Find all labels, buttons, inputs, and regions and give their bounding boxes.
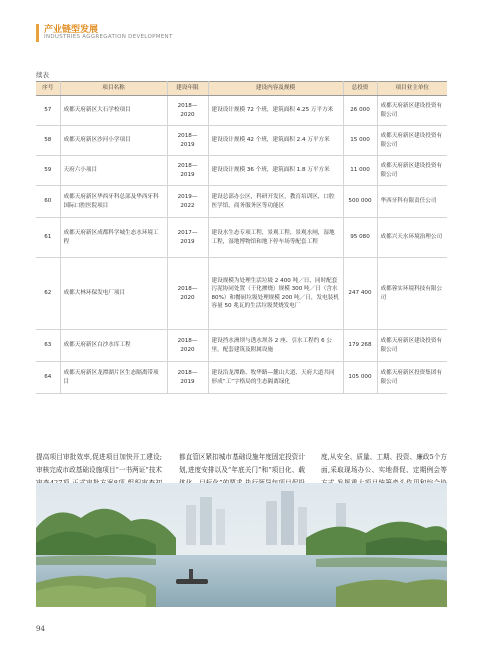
cell-years: 2018—2019: [167, 362, 208, 394]
col-header-content: 建设内容及规模: [208, 82, 343, 96]
page-number: 94: [36, 625, 45, 633]
cell-investment: 95 080: [343, 218, 377, 258]
cell-investment: 247 400: [343, 258, 377, 330]
running-header: [36, 20, 456, 60]
cell-investment: 15 000: [343, 126, 377, 156]
table-row: [36, 218, 447, 258]
section-title: 产业链型发展: [44, 25, 99, 35]
col-header-no: 序号: [36, 82, 60, 96]
cell-name: 成都天府新区大石学校项目: [60, 96, 167, 126]
cell-content: 建设总部办公区，科研开发区，教育培训区，口腔医学馆，商务服务区等功能区: [208, 186, 343, 218]
cell-no: 59: [36, 156, 60, 186]
col-header-owner: 项目业主单位: [377, 82, 447, 96]
cell-owner: 成都天府新区投资集团有限公司: [377, 362, 447, 394]
cell-no: 64: [36, 362, 60, 394]
cell-owner: 华西牙科有限责任公司: [377, 186, 447, 218]
col-header-name: 项目名称: [60, 82, 167, 96]
table-row: [36, 362, 447, 394]
cell-name: 成都天府新区华西牙科总部及华西牙科国际口腔医院项目: [60, 186, 167, 218]
cell-owner: 成都天府新区建设投资有限公司: [377, 156, 447, 186]
cell-content: 建设设计规模 42 个班，建筑面积 2.4 万平方米: [208, 126, 343, 156]
cell-content: 建设规模为处理生活垃圾 2 400 吨／日，同时配套污泥协同处置（干化掺烧）规模 300 吨／日（含水 80%）和餐厨垃圾处理规模 200 吨／日，发电装机容量 50 兆瓦的生活垃圾焚烧发电厂: [208, 258, 343, 330]
park-photo-illustration: [36, 483, 447, 607]
table-header-row: [36, 82, 447, 96]
cell-content: 建设水生态专项工程，景观工程，景观水闸，湿地工程，湿地博物馆和地下停车场等配套工程: [208, 218, 343, 258]
cell-owner: 成都天府新区建设投资有限公司: [377, 96, 447, 126]
cell-content: 建设设计规模 36 个班，建筑面积 1.8 万平方米: [208, 156, 343, 186]
header-accent-bar: [36, 24, 39, 42]
body-text: 都直管区紧扣城市基础设施年度固定投资计划,进度安排以及“年底关门”和“项目化、载: [179, 453, 305, 475]
cell-years: 2017—2019: [167, 218, 208, 258]
table-row: [36, 330, 447, 362]
col-header-investment: 总投资: [343, 82, 377, 96]
table-row: [36, 258, 447, 330]
cell-years: 2018—2019: [167, 126, 208, 156]
cell-years: 2018—2020: [167, 96, 208, 126]
section-subtitle: INDUSTRIES AGGREGATION DEVELOPMENT: [44, 34, 173, 40]
cell-name: 成都天府新区白沙水库工程: [60, 330, 167, 362]
projects-table: [36, 81, 447, 394]
cell-no: 57: [36, 96, 60, 126]
cell-no: 62: [36, 258, 60, 330]
cell-years: 2018—2019: [167, 156, 208, 186]
body-text: 提高项目审批效率,促进项目加快开工建设;审核完成市政基础设施项目“一书两证”技术: [36, 453, 162, 475]
cell-investment: 179 268: [343, 330, 377, 362]
table-row: [36, 126, 447, 156]
cell-content: 建设挡水洲坝与透水坝各 2 座、引水工程约 6 公里，配套建筑及附属设施: [208, 330, 343, 362]
cell-name: 成都大林环保发电厂项目: [60, 258, 167, 330]
cell-years: 2018—2020: [167, 258, 208, 330]
cell-content: 建设设计规模 72 个班，建筑面积 4.25 万平方米: [208, 96, 343, 126]
table-row: [36, 96, 447, 126]
cell-name: 成都天府新区沙河小学项目: [60, 126, 167, 156]
cell-owner: 成都天府新区建设投资有限公司: [377, 330, 447, 362]
cell-no: 61: [36, 218, 60, 258]
col-header-years: 建设年限: [167, 82, 208, 96]
table-row: [36, 186, 447, 218]
cell-owner: 成都天府新区建设投资有限公司: [377, 126, 447, 156]
cell-investment: 105 000: [343, 362, 377, 394]
cell-investment: 11 000: [343, 156, 377, 186]
cell-content: 建设沿龙潭路、牧华路—麓山大道、天府大道共同形成“工”字格局的生态隔离绿化: [208, 362, 343, 394]
cell-investment: 26 000: [343, 96, 377, 126]
table-row: [36, 156, 447, 186]
cell-no: 60: [36, 186, 60, 218]
cell-years: 2018—2020: [167, 330, 208, 362]
continued-label: 续表: [36, 71, 49, 79]
cell-years: 2019—2022: [167, 186, 208, 218]
cell-name: 成都天府新区龙潭湖片区生态隔离带项目: [60, 362, 167, 394]
cell-owner: 成都兴天水环境治理公司: [377, 218, 447, 258]
cell-no: 63: [36, 330, 60, 362]
cell-name: 成都天府新区成都科学城生态水环境工程: [60, 218, 167, 258]
park-photo: [36, 483, 447, 607]
cell-no: 58: [36, 126, 60, 156]
cell-investment: 500 000: [343, 186, 377, 218]
cell-owner: 成都蓉实环境科技有限公司: [377, 258, 447, 330]
cell-name: 天府六小项目: [60, 156, 167, 186]
body-text: 度,从安全、质量、工期、投资、廉政5个方面,采取现场办公、实地督促、定期例会等: [321, 453, 447, 475]
